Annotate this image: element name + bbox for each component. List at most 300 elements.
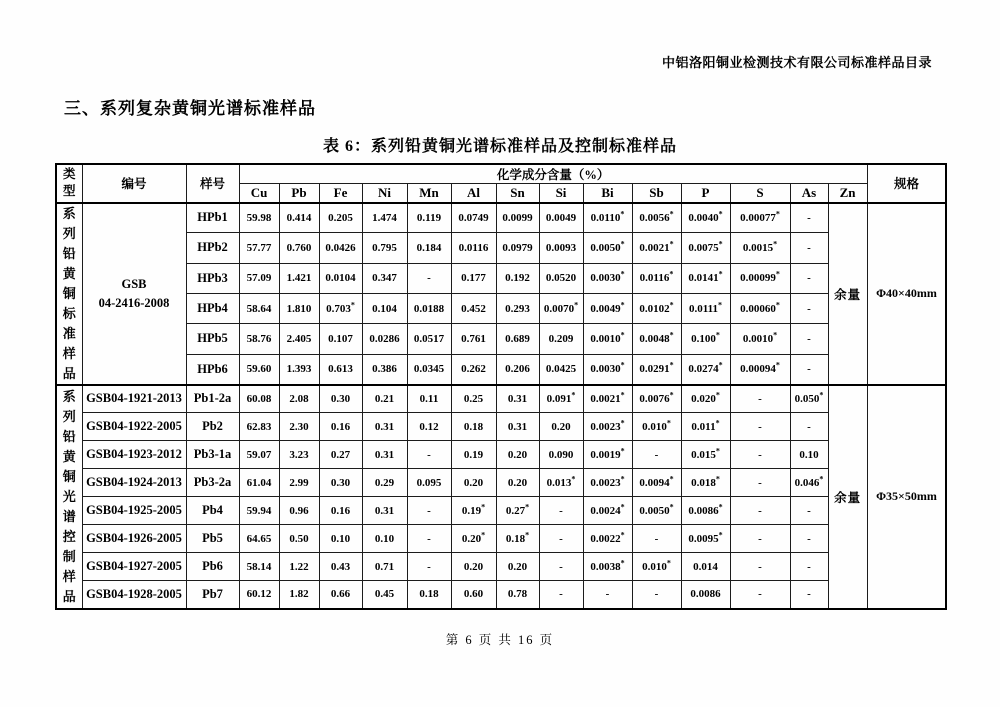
- value-cell: 0.0030*: [583, 263, 632, 293]
- value-cell: 0.761: [451, 324, 496, 354]
- table-container: [55, 163, 947, 610]
- uncertified-asterisk: *: [669, 360, 674, 370]
- uncertified-asterisk: *: [669, 269, 674, 279]
- value-cell: 0.452: [451, 293, 496, 323]
- sample-cell: Pb4: [186, 497, 239, 525]
- value-cell: 0.095: [407, 469, 451, 497]
- value-cell: -: [583, 581, 632, 609]
- value-cell: 59.94: [239, 497, 279, 525]
- value-cell: 0.091*: [539, 385, 583, 413]
- table-title: 表 6：系列铅黄铜光谱标准样品及控制标准样品: [322, 138, 677, 155]
- element-header-mn: Mn: [407, 184, 451, 203]
- value-cell: 0.31: [362, 413, 407, 441]
- value-cell: 0.00077*: [730, 203, 790, 233]
- value-cell: 0.0111*: [681, 293, 730, 323]
- value-cell: 0.0022*: [583, 525, 632, 553]
- value-cell: 0.0049: [539, 203, 583, 233]
- value-cell: 60.08: [239, 385, 279, 413]
- value-cell: 0.613: [319, 354, 362, 384]
- code-cell: GSB04-1923-2012: [82, 441, 186, 469]
- zn-balance-cell: 余量: [828, 203, 867, 385]
- value-cell: 0.0030*: [583, 354, 632, 384]
- uncertified-asterisk: *: [669, 239, 674, 249]
- uncertified-asterisk: *: [718, 360, 723, 370]
- uncertified-asterisk: *: [620, 557, 625, 567]
- uncertified-asterisk: *: [715, 330, 720, 340]
- uncertified-asterisk: *: [620, 360, 625, 370]
- sample-cell: Pb7: [186, 581, 239, 609]
- value-cell: 0.19: [451, 441, 496, 469]
- uncertified-asterisk: *: [775, 299, 780, 309]
- uncertified-asterisk: *: [669, 299, 674, 309]
- value-cell: -: [539, 497, 583, 525]
- value-cell: 0.0024*: [583, 497, 632, 525]
- value-cell: 0.795: [362, 233, 407, 263]
- value-cell: -: [730, 553, 790, 581]
- value-cell: 61.04: [239, 469, 279, 497]
- value-cell: 0.386: [362, 354, 407, 384]
- value-cell: 0.104: [362, 293, 407, 323]
- value-cell: 0.760: [279, 233, 319, 263]
- value-cell: 0.0094*: [632, 469, 681, 497]
- value-cell: 0.050*: [790, 385, 828, 413]
- value-cell: -: [790, 413, 828, 441]
- value-cell: 0.0095*: [681, 525, 730, 553]
- value-cell: 0.293: [496, 293, 539, 323]
- value-cell: 0.78: [496, 581, 539, 609]
- value-cell: -: [407, 525, 451, 553]
- value-cell: 0.10: [362, 525, 407, 553]
- table-row: [56, 293, 946, 323]
- value-cell: 59.98: [239, 203, 279, 233]
- code-cell: GSB04-1928-2005: [82, 581, 186, 609]
- uncertified-asterisk: *: [718, 239, 723, 249]
- element-header-ni: Ni: [362, 184, 407, 203]
- value-cell: 0.0517: [407, 324, 451, 354]
- element-header-zn: Zn: [828, 184, 867, 203]
- element-header-fe: Fe: [319, 184, 362, 203]
- value-cell: 62.83: [239, 413, 279, 441]
- value-cell: 0.011*: [681, 413, 730, 441]
- code-cell: GSB04-1926-2005: [82, 525, 186, 553]
- value-cell: 0.020*: [681, 385, 730, 413]
- value-cell: 0.0049*: [583, 293, 632, 323]
- uncertified-asterisk: *: [715, 390, 720, 400]
- value-cell: 0.703*: [319, 293, 362, 323]
- table-row: [56, 385, 946, 413]
- value-cell: 0.20: [496, 553, 539, 581]
- value-cell: 0.31: [362, 441, 407, 469]
- value-cell: 0.046*: [790, 469, 828, 497]
- value-cell: 0.0116*: [632, 263, 681, 293]
- value-cell: 0.0274*: [681, 354, 730, 384]
- code-cell: GSB04-1927-2005: [82, 553, 186, 581]
- table-row: [56, 324, 946, 354]
- value-cell: 0.0070*: [539, 293, 583, 323]
- code-cell: GSB04-1921-2013: [82, 385, 186, 413]
- value-cell: -: [790, 203, 828, 233]
- element-header-s: S: [730, 184, 790, 203]
- value-cell: -: [730, 385, 790, 413]
- value-cell: 0.10: [790, 441, 828, 469]
- value-cell: 0.43: [319, 553, 362, 581]
- value-cell: 0.20: [451, 553, 496, 581]
- uncertified-asterisk: *: [571, 473, 576, 483]
- value-cell: 0.29: [362, 469, 407, 497]
- composition-header: 化学成分含量（%）: [239, 164, 867, 184]
- value-cell: 60.12: [239, 581, 279, 609]
- sample-cell: Pb3-2a: [186, 469, 239, 497]
- uncertified-asterisk: *: [620, 417, 625, 427]
- type-column-header: [56, 164, 82, 203]
- value-cell: 2.08: [279, 385, 319, 413]
- table-row: [56, 525, 946, 553]
- table-row: [56, 553, 946, 581]
- value-cell: 0.0076*: [632, 385, 681, 413]
- value-cell: 0.0050*: [632, 497, 681, 525]
- value-cell: 0.0015*: [730, 233, 790, 263]
- code-cell: GSB04-1922-2005: [82, 413, 186, 441]
- value-cell: 0.60: [451, 581, 496, 609]
- value-cell: 0.31: [362, 497, 407, 525]
- value-cell: 0.66: [319, 581, 362, 609]
- table-row: [56, 469, 946, 497]
- value-cell: 0.0023*: [583, 413, 632, 441]
- uncertified-asterisk: *: [620, 299, 625, 309]
- uncertified-asterisk: *: [620, 390, 625, 400]
- value-cell: 0.0426: [319, 233, 362, 263]
- value-cell: -: [790, 497, 828, 525]
- uncertified-asterisk: *: [819, 390, 824, 400]
- value-cell: 0.25: [451, 385, 496, 413]
- value-cell: 0.0291*: [632, 354, 681, 384]
- uncertified-asterisk: *: [773, 330, 778, 340]
- value-cell: 0.0188: [407, 293, 451, 323]
- value-cell: 0.27*: [496, 497, 539, 525]
- element-header-al: Al: [451, 184, 496, 203]
- value-cell: 0.18: [407, 581, 451, 609]
- value-cell: -: [790, 581, 828, 609]
- value-cell: -: [539, 553, 583, 581]
- sample-cell: Pb3-1a: [186, 441, 239, 469]
- code-column-header: 编号: [82, 164, 186, 203]
- sample-cell: HPb1: [186, 203, 239, 233]
- value-cell: 0.0425: [539, 354, 583, 384]
- value-cell: 0.21: [362, 385, 407, 413]
- zn-balance-cell: 余量: [828, 385, 867, 609]
- value-cell: -: [632, 581, 681, 609]
- value-cell: 2.30: [279, 413, 319, 441]
- value-cell: -: [730, 469, 790, 497]
- value-cell: 57.77: [239, 233, 279, 263]
- value-cell: 0.0040*: [681, 203, 730, 233]
- section-control-samples: [56, 385, 946, 609]
- spec-column-header: 规格: [867, 164, 946, 203]
- uncertified-asterisk: *: [773, 239, 778, 249]
- uncertified-asterisk: *: [620, 529, 625, 539]
- sample-cell: HPb6: [186, 354, 239, 384]
- sample-cell: HPb5: [186, 324, 239, 354]
- uncertified-asterisk: *: [620, 269, 625, 279]
- value-cell: 0.205: [319, 203, 362, 233]
- value-cell: 0.0048*: [632, 324, 681, 354]
- value-cell: 0.0141*: [681, 263, 730, 293]
- sample-cell: HPb4: [186, 293, 239, 323]
- uncertified-asterisk: *: [718, 209, 723, 219]
- value-cell: 0.0086: [681, 581, 730, 609]
- value-cell: 0.00099*: [730, 263, 790, 293]
- table-row: [56, 354, 946, 384]
- value-cell: 0.119: [407, 203, 451, 233]
- uncertified-asterisk: *: [620, 330, 625, 340]
- value-cell: 0.12: [407, 413, 451, 441]
- standards-table: [55, 163, 947, 610]
- uncertified-asterisk: *: [481, 529, 486, 539]
- uncertified-asterisk: *: [525, 501, 530, 511]
- value-cell: 0.18: [451, 413, 496, 441]
- value-cell: -: [730, 525, 790, 553]
- value-cell: 0.206: [496, 354, 539, 384]
- sample-cell: Pb6: [186, 553, 239, 581]
- uncertified-asterisk: *: [574, 299, 579, 309]
- value-cell: 0.50: [279, 525, 319, 553]
- value-cell: 1.810: [279, 293, 319, 323]
- value-cell: 1.22: [279, 553, 319, 581]
- value-cell: 0.100*: [681, 324, 730, 354]
- value-cell: 0.30: [319, 469, 362, 497]
- table-row: [56, 581, 946, 609]
- value-cell: -: [407, 441, 451, 469]
- value-cell: 0.31: [496, 385, 539, 413]
- value-cell: 59.07: [239, 441, 279, 469]
- value-cell: 0.00094*: [730, 354, 790, 384]
- value-cell: 1.393: [279, 354, 319, 384]
- element-header-sn: Sn: [496, 184, 539, 203]
- uncertified-asterisk: *: [525, 529, 530, 539]
- uncertified-asterisk: *: [669, 501, 674, 511]
- table-row: [56, 497, 946, 525]
- value-cell: 0.10: [319, 525, 362, 553]
- value-cell: -: [407, 553, 451, 581]
- type-column-header-text: 类型: [62, 167, 76, 199]
- uncertified-asterisk: *: [819, 473, 824, 483]
- value-cell: 0.177: [451, 263, 496, 293]
- value-cell: 0.45: [362, 581, 407, 609]
- value-cell: 0.20: [496, 441, 539, 469]
- value-cell: 59.60: [239, 354, 279, 384]
- value-cell: 0.262: [451, 354, 496, 384]
- value-cell: -: [790, 525, 828, 553]
- sample-cell: HPb3: [186, 263, 239, 293]
- sample-cell: Pb5: [186, 525, 239, 553]
- value-cell: 0.0093: [539, 233, 583, 263]
- type-cell: [56, 385, 82, 609]
- value-cell: -: [730, 497, 790, 525]
- spec-cell: Φ40×40mm: [867, 203, 946, 385]
- table-head: [56, 164, 946, 203]
- type-cell: [56, 203, 82, 385]
- uncertified-asterisk: *: [775, 209, 780, 219]
- page-number: 第 6 页 共 16 页: [445, 633, 555, 647]
- value-cell: 0.184: [407, 233, 451, 263]
- uncertified-asterisk: *: [571, 390, 576, 400]
- uncertified-asterisk: *: [350, 299, 355, 309]
- uncertified-asterisk: *: [718, 269, 723, 279]
- element-header-as: As: [790, 184, 828, 203]
- uncertified-asterisk: *: [666, 557, 671, 567]
- value-cell: 58.14: [239, 553, 279, 581]
- value-cell: 0.0520: [539, 263, 583, 293]
- value-cell: 0.27: [319, 441, 362, 469]
- value-cell: 0.0050*: [583, 233, 632, 263]
- sample-cell: Pb2: [186, 413, 239, 441]
- value-cell: 58.76: [239, 324, 279, 354]
- value-cell: 1.421: [279, 263, 319, 293]
- value-cell: 57.09: [239, 263, 279, 293]
- value-cell: -: [790, 293, 828, 323]
- uncertified-asterisk: *: [620, 209, 625, 219]
- value-cell: 0.107: [319, 324, 362, 354]
- value-cell: 0.18*: [496, 525, 539, 553]
- value-cell: 0.00060*: [730, 293, 790, 323]
- section-heading: 三、系列复杂黄铜光谱标准样品: [64, 99, 316, 118]
- element-header-sb: Sb: [632, 184, 681, 203]
- element-header-pb: Pb: [279, 184, 319, 203]
- uncertified-asterisk: *: [669, 209, 674, 219]
- value-cell: 0.018*: [681, 469, 730, 497]
- value-cell: 0.0021*: [632, 233, 681, 263]
- value-cell: 3.23: [279, 441, 319, 469]
- table-row: [56, 263, 946, 293]
- value-cell: 0.20: [539, 413, 583, 441]
- uncertified-asterisk: *: [620, 473, 625, 483]
- value-cell: 0.0110*: [583, 203, 632, 233]
- value-cell: 2.405: [279, 324, 319, 354]
- value-cell: 0.0075*: [681, 233, 730, 263]
- value-cell: 0.30: [319, 385, 362, 413]
- value-cell: 0.0010*: [583, 324, 632, 354]
- value-cell: 0.11: [407, 385, 451, 413]
- table-row: [56, 441, 946, 469]
- value-cell: -: [407, 263, 451, 293]
- value-cell: -: [632, 441, 681, 469]
- uncertified-asterisk: *: [620, 445, 625, 455]
- shared-code-cell: GSB 04-2416-2008: [82, 203, 186, 385]
- value-cell: -: [790, 263, 828, 293]
- value-cell: 0.0010*: [730, 324, 790, 354]
- value-cell: -: [790, 233, 828, 263]
- value-cell: -: [790, 324, 828, 354]
- element-header-bi: Bi: [583, 184, 632, 203]
- uncertified-asterisk: *: [715, 445, 720, 455]
- value-cell: 0.0102*: [632, 293, 681, 323]
- value-cell: -: [790, 553, 828, 581]
- element-header-si: Si: [539, 184, 583, 203]
- value-cell: 0.013*: [539, 469, 583, 497]
- value-cell: 0.090: [539, 441, 583, 469]
- value-cell: 0.0021*: [583, 385, 632, 413]
- value-cell: 0.689: [496, 324, 539, 354]
- header-row-1: [56, 164, 946, 184]
- table-row: [56, 233, 946, 263]
- code-cell: GSB04-1925-2005: [82, 497, 186, 525]
- value-cell: 0.015*: [681, 441, 730, 469]
- uncertified-asterisk: *: [715, 473, 720, 483]
- uncertified-asterisk: *: [669, 330, 674, 340]
- value-cell: 0.0086*: [681, 497, 730, 525]
- value-cell: 0.0038*: [583, 553, 632, 581]
- code-cell: GSB04-1924-2013: [82, 469, 186, 497]
- value-cell: 58.64: [239, 293, 279, 323]
- element-header-p: P: [681, 184, 730, 203]
- value-cell: -: [730, 581, 790, 609]
- sample-cell: HPb2: [186, 233, 239, 263]
- value-cell: -: [539, 525, 583, 553]
- type-vertical-text: 系列铅黄铜光谱控制样品: [62, 388, 76, 604]
- document-header-text: 中铝洛阳铜业检测技术有限公司标准样品目录: [661, 55, 932, 70]
- table-row: [56, 203, 946, 233]
- value-cell: 0.414: [279, 203, 319, 233]
- value-cell: -: [790, 354, 828, 384]
- value-cell: 2.99: [279, 469, 319, 497]
- uncertified-asterisk: *: [620, 501, 625, 511]
- value-cell: 0.0104: [319, 263, 362, 293]
- value-cell: -: [730, 413, 790, 441]
- value-cell: 0.20*: [451, 525, 496, 553]
- uncertified-asterisk: *: [775, 360, 780, 370]
- uncertified-asterisk: *: [715, 417, 720, 427]
- section-standard-samples: [56, 203, 946, 385]
- type-vertical-text: 系列铅黄铜标准样品: [62, 205, 76, 381]
- value-cell: -: [407, 497, 451, 525]
- sample-column-header: 样号: [186, 164, 239, 203]
- uncertified-asterisk: *: [718, 501, 723, 511]
- value-cell: 0.96: [279, 497, 319, 525]
- value-cell: -: [730, 441, 790, 469]
- uncertified-asterisk: *: [775, 269, 780, 279]
- value-cell: -: [632, 525, 681, 553]
- value-cell: 0.0345: [407, 354, 451, 384]
- uncertified-asterisk: *: [669, 473, 674, 483]
- uncertified-asterisk: *: [481, 501, 486, 511]
- value-cell: 0.014: [681, 553, 730, 581]
- value-cell: 0.010*: [632, 553, 681, 581]
- value-cell: 0.192: [496, 263, 539, 293]
- value-cell: 0.010*: [632, 413, 681, 441]
- value-cell: 64.65: [239, 525, 279, 553]
- uncertified-asterisk: *: [718, 529, 723, 539]
- value-cell: 0.0286: [362, 324, 407, 354]
- value-cell: 0.0023*: [583, 469, 632, 497]
- value-cell: 1.82: [279, 581, 319, 609]
- value-cell: 0.0056*: [632, 203, 681, 233]
- value-cell: -: [539, 581, 583, 609]
- value-cell: 0.347: [362, 263, 407, 293]
- value-cell: 0.20: [496, 469, 539, 497]
- sample-cell: Pb1-2a: [186, 385, 239, 413]
- uncertified-asterisk: *: [718, 299, 723, 309]
- value-cell: 0.16: [319, 413, 362, 441]
- element-header-cu: Cu: [239, 184, 279, 203]
- value-cell: 0.0099: [496, 203, 539, 233]
- value-cell: 0.31: [496, 413, 539, 441]
- uncertified-asterisk: *: [620, 239, 625, 249]
- value-cell: 0.0979: [496, 233, 539, 263]
- value-cell: 0.0749: [451, 203, 496, 233]
- value-cell: 0.0116: [451, 233, 496, 263]
- spec-cell: Φ35×50mm: [867, 385, 946, 609]
- table-row: [56, 413, 946, 441]
